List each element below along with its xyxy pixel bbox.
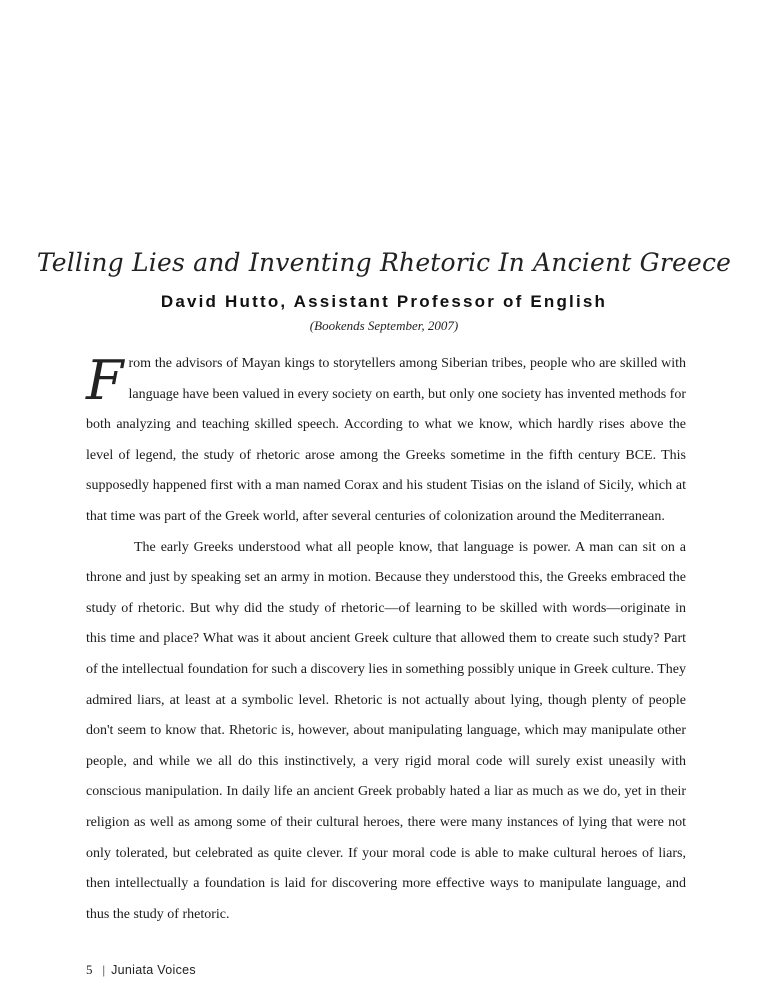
page-number: 5 xyxy=(86,962,93,977)
author-line: David Hutto, Assistant Professor of English xyxy=(160,292,608,311)
article-body xyxy=(86,349,686,930)
paragraph-2: The early Greeks understood what all people know, that language is power. A man can sit on a throne and just by speaking set an army in motion. Because they understood this, the Greeks embraced the study of rhetoric. But why did the study of rhetoric—of learning to be skilled with words—originate in this time and place? What was it about ancient Greek culture that allowed them to create such study? Part of the intellectual foundation for such a discovery lies in something possibly unique in Greek culture. They admired liars, at least at a symbolic level. Rhetoric is not actually about lying, though plenty of people don't seem to know that. Rhetoric is, however, about manipulating language, which may manipulate other people, and while we all do this instinctively, a very rigid moral code will surely exist uneasily with conscious manipulation. In daily life an ancient Greek probably hated a liar as much as we do, yet in their religion as well as among some of their cultural heroes, there were many instances of lying that were not only tolerated, but celebrated as quite clever. If your moral code is able to make cultural heroes of liars, then intellectually a foundation is laid for discovering more effective ways to manipulate language, and thus the study of rhetoric. xyxy=(86,539,686,922)
drop-cap: F xyxy=(86,349,124,412)
article-title: Telling Lies and Inventing Rhetoric In Ancient Greece xyxy=(36,248,732,277)
footer-separator: | xyxy=(102,962,106,977)
paragraph-1-text: rom the advisors of Mayan kings to storytellers among Siberian tribes, people who are skilled with language have been valued in every society on earth, but only one society has invented methods for both analyzing and teaching skilled speech. According to what we know, which hardly rises above the level of legend, the study of rhetoric arose among the Greeks sometime in the fifth century BCE. This supposedly happened first with a man named Corax and his student Tisias on the island of Sicily, which at that time was part of the Greek world, after several centuries of colonization around the Mediterranean. xyxy=(86,356,686,524)
journal-name: Juniata Voices xyxy=(111,963,196,977)
paragraph-1 xyxy=(86,349,686,533)
source-citation: (Bookends September, 2007) xyxy=(309,318,459,333)
page-footer xyxy=(86,962,196,978)
